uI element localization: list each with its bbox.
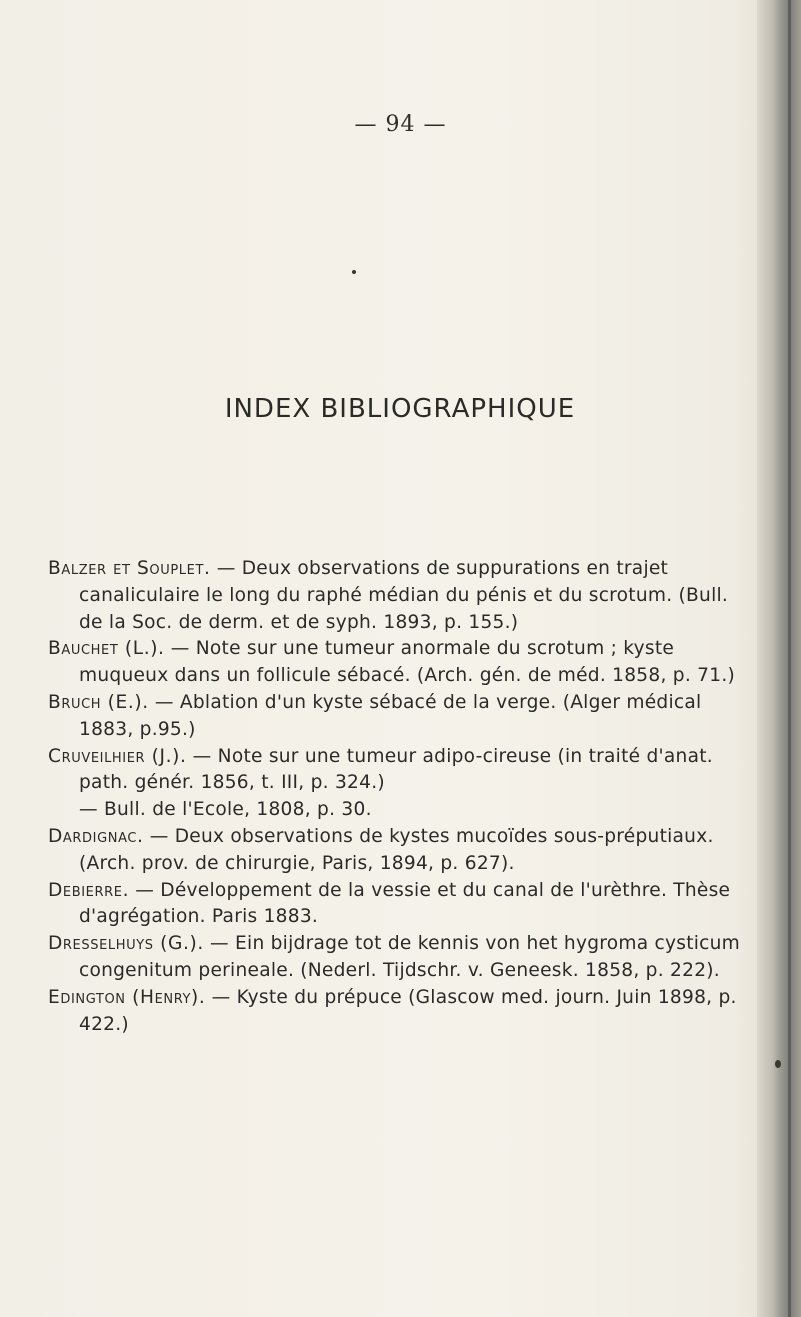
entry-author: Dresselhuys (G.). xyxy=(48,933,204,955)
entry-text: — Note sur une tumeur adipo-cireuse (in traité d'anat. path. génér. 1856, t. III, p. 324.) xyxy=(79,745,713,794)
entry-author: Cruveilhier (J.). xyxy=(48,745,187,767)
bibliography-entry xyxy=(48,824,746,878)
entry-author: Dardignac. xyxy=(48,825,144,847)
bibliography-entry xyxy=(48,744,746,798)
bibliography-entry xyxy=(48,931,746,985)
entry-author: Debierre. xyxy=(48,879,130,901)
bibliography-entry xyxy=(48,636,746,690)
entry-text: — Deux observations de suppurations en trajet canaliculaire le long du raphé médian du pénis et du scrotum. (Bull. de la Soc. de derm. et de syph. 1893, p. 155.) xyxy=(79,558,729,633)
page-edge-line xyxy=(788,0,791,1317)
entry-author: Bruch (E.). xyxy=(48,691,149,713)
entry-author: Balzer et Souplet. xyxy=(48,558,211,579)
bibliography-entry xyxy=(48,878,746,932)
page-edge-shadow xyxy=(757,0,801,1317)
entry-text: — Ein bijdrage tot de kennis von het hygroma cysticum congenitum perineale. (Nederl. Tijdschr. v. Geneesk. 1858, p. 222). xyxy=(79,933,741,981)
bibliography-subentry: — Bull. de l'Ecole, 1808, p. 30. xyxy=(79,799,372,821)
entry-author: Bauchet (L.). xyxy=(48,638,165,660)
bibliography-entry xyxy=(48,556,746,636)
page-number: — 94 — xyxy=(354,112,447,137)
entry-text: — Note sur une tumeur anormale du scrotum ; kyste muqueux dans un follicule sébacé. (Arch. gén. de méd. 1858, p. 71.) xyxy=(79,638,735,687)
entry-text: — Développement de la vessie et du canal de l'urèthre. Thèse d'agrégation. Paris 1883. xyxy=(79,879,731,928)
page-title: INDEX BIBLIOGRAPHIQUE xyxy=(224,394,576,424)
bibliography-entry xyxy=(48,985,746,1039)
bibliography-entry xyxy=(48,690,746,744)
entry-text: — Ablation d'un kyste sébacé de la verge. (Alger médical 1883, p.95.) xyxy=(79,691,702,740)
entry-author: Edington (Henry). xyxy=(48,986,206,1008)
bibliography-list xyxy=(48,556,746,1038)
ink-speck xyxy=(352,270,356,274)
entry-text: — Kyste du prépuce (Glascow med. journ. Juin 1898, p. 422.) xyxy=(79,986,737,1035)
entry-text: — Deux observations de kystes mucoïdes sous-préputiaux. (Arch. prov. de chirurgie, Paris, 1894, p. 627). xyxy=(79,825,714,874)
ink-speck xyxy=(775,1060,781,1068)
